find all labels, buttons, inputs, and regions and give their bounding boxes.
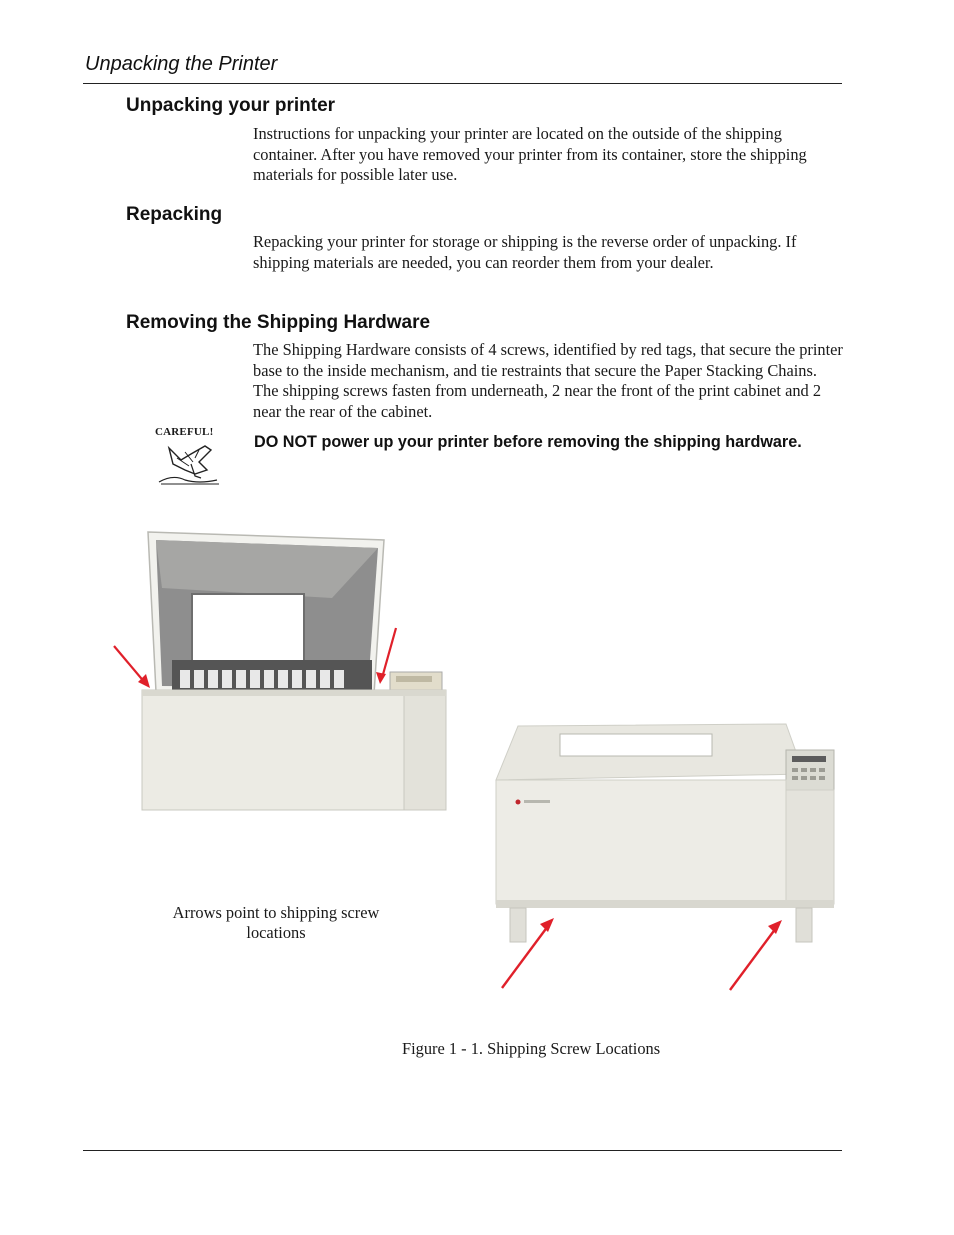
header-rule	[83, 83, 842, 84]
careful-hand-icon	[155, 440, 225, 486]
warning-text: DO NOT power up your printer before removing the shipping hardware.	[254, 433, 802, 451]
heading-shipping-hardware: Removing the Shipping Hardware	[126, 312, 431, 333]
paragraph-unpacking	[253, 124, 845, 186]
paragraph-shipping-hardware	[253, 340, 845, 422]
heading-unpacking: Unpacking your printer	[126, 95, 336, 116]
printer-open-lid-illustration	[92, 528, 464, 816]
running-head: Unpacking the Printer	[85, 53, 278, 75]
figure-caption: Figure 1 - 1. Shipping Screw Locations	[402, 1039, 661, 1058]
footer-rule	[83, 1150, 842, 1151]
arrows-caption: Arrows point to shipping screw locations	[172, 903, 380, 942]
paragraph-unpacking-text: Instructions for unpacking your printer are located on the outside of the shipping container. After you have removed your printer from its container, store the shipping materials for possible later use.	[253, 124, 807, 184]
heading-repacking: Repacking	[126, 204, 223, 225]
printer-closed-illustration	[490, 716, 840, 1012]
careful-label: CAREFUL!	[155, 426, 214, 438]
paragraph-repacking-text: Repacking your printer for storage or shipping is the reverse order of unpacking. If shipping materials are needed, you can reorder them from your dealer.	[253, 232, 797, 272]
paragraph-repacking	[253, 232, 845, 273]
paragraph-shipping-hardware-text: The Shipping Hardware consists of 4 screws, identified by red tags, that secure the printer base to the inside mechanism, and tie restraints that secure the Paper Stacking Chains. The shipping screws fasten from underneath, 2 near the front of the print cabinet and 2 near the rear of the cabinet.	[253, 340, 843, 421]
